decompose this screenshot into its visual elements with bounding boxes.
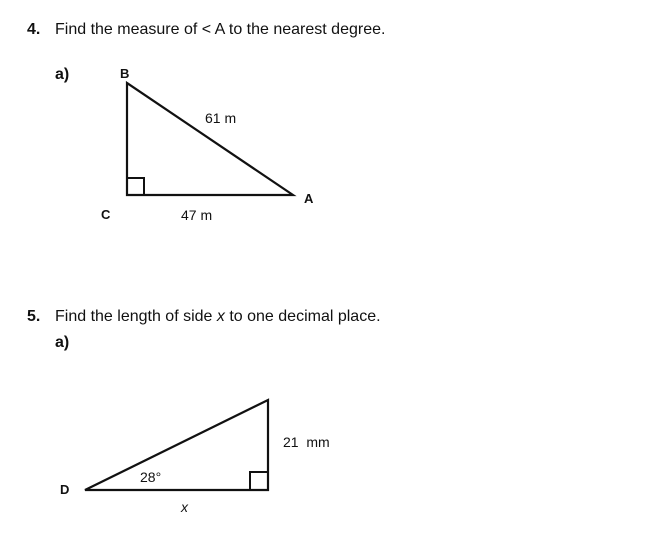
question-5-variable: x [216,308,225,325]
question-5-number: 5. [27,308,41,325]
base-label-q4: 47 m [181,207,213,223]
question-4-number: 4. [27,21,41,38]
vertex-b-label: B [120,66,130,81]
vertex-c-label: C [101,207,111,222]
question-5-prompt-post: to one decimal place. [224,308,381,325]
vertex-d-label: D [60,482,70,497]
hypotenuse-label: 61 m [205,110,237,126]
angle-label: 28° [140,469,162,485]
question-4-prompt: Find the measure of < A to the nearest degree. [55,21,386,38]
vertex-a-label: A [304,191,314,206]
right-angle-marker-q5 [250,472,268,490]
question-5-prompt-pre: Find the length of side [55,308,217,325]
question-4-part-a: a) [55,66,70,83]
triangle-q5-outline [85,400,268,490]
side-label-q5: 21 mm [283,434,330,450]
question-5-part-a: a) [55,334,70,351]
base-label-q5: x [181,499,188,515]
